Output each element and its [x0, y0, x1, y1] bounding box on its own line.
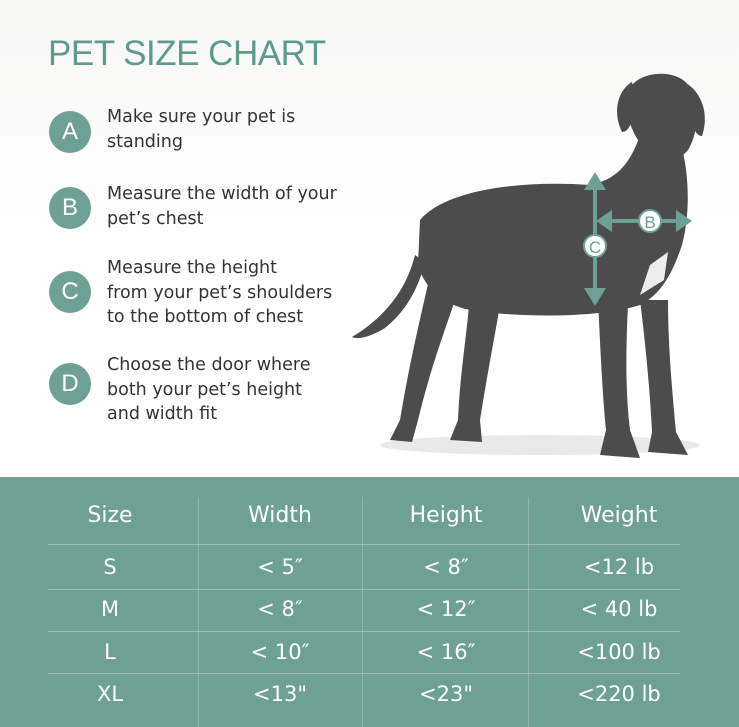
cell-size: M [100, 597, 120, 621]
cell-height: <23" [419, 682, 473, 706]
cell-width: < 8″ [257, 597, 303, 621]
step-b-line1: Measure the width of your [107, 184, 337, 204]
cell-width: < 5″ [257, 555, 303, 579]
step-d-line3: and width fit [107, 404, 218, 424]
cell-height: < 16″ [416, 640, 476, 664]
cell-height: < 12″ [416, 597, 476, 621]
size-table [0, 477, 739, 727]
header-height: Height [409, 503, 483, 528]
row-divider [48, 673, 680, 674]
page-title: PET SIZE CHART [48, 34, 326, 73]
column-divider [528, 497, 529, 727]
row-divider [48, 589, 680, 590]
step-text-d [107, 353, 377, 427]
step-text-a [107, 105, 377, 154]
dog-illustration [345, 60, 705, 470]
header-size: Size [87, 503, 133, 528]
step-badge-a: A [49, 111, 91, 153]
row-divider [48, 631, 680, 632]
cell-size: S [103, 555, 117, 579]
cell-weight: <220 lb [577, 682, 661, 706]
step-badge-d: D [49, 363, 91, 405]
step-c-line1: Measure the height [107, 258, 278, 278]
cell-height: < 8″ [423, 555, 469, 579]
step-d-line1: Choose the door where [107, 355, 311, 375]
cell-weight: <12 lb [583, 555, 655, 579]
cell-width: <13" [253, 682, 307, 706]
step-badge-b: B [49, 187, 91, 229]
step-a-line2: standing [107, 131, 183, 152]
cell-weight: < 40 lb [580, 597, 658, 621]
step-badge-c: C [49, 271, 91, 313]
step-d-line2: both your pet’s height [107, 379, 303, 400]
cell-width: < 10″ [250, 640, 310, 664]
label-c: C [588, 238, 602, 257]
cell-size: XL [96, 682, 124, 706]
row-divider [48, 544, 680, 545]
step-text-c [107, 256, 377, 330]
step-b-line2: pet’s chest [107, 208, 204, 229]
column-divider [198, 497, 199, 727]
step-c-line3: to the bottom of chest [107, 307, 304, 327]
label-b: B [644, 213, 656, 232]
cell-size: L [104, 640, 116, 664]
cell-weight: <100 lb [577, 640, 661, 664]
step-a-line1: Make sure your pet is [107, 107, 296, 127]
step-c-line2: from your pet’s shoulders [107, 282, 333, 303]
header-width: Width [248, 503, 312, 528]
header-weight: Weight [580, 503, 658, 528]
column-divider [362, 497, 363, 727]
step-text-b [107, 182, 377, 231]
